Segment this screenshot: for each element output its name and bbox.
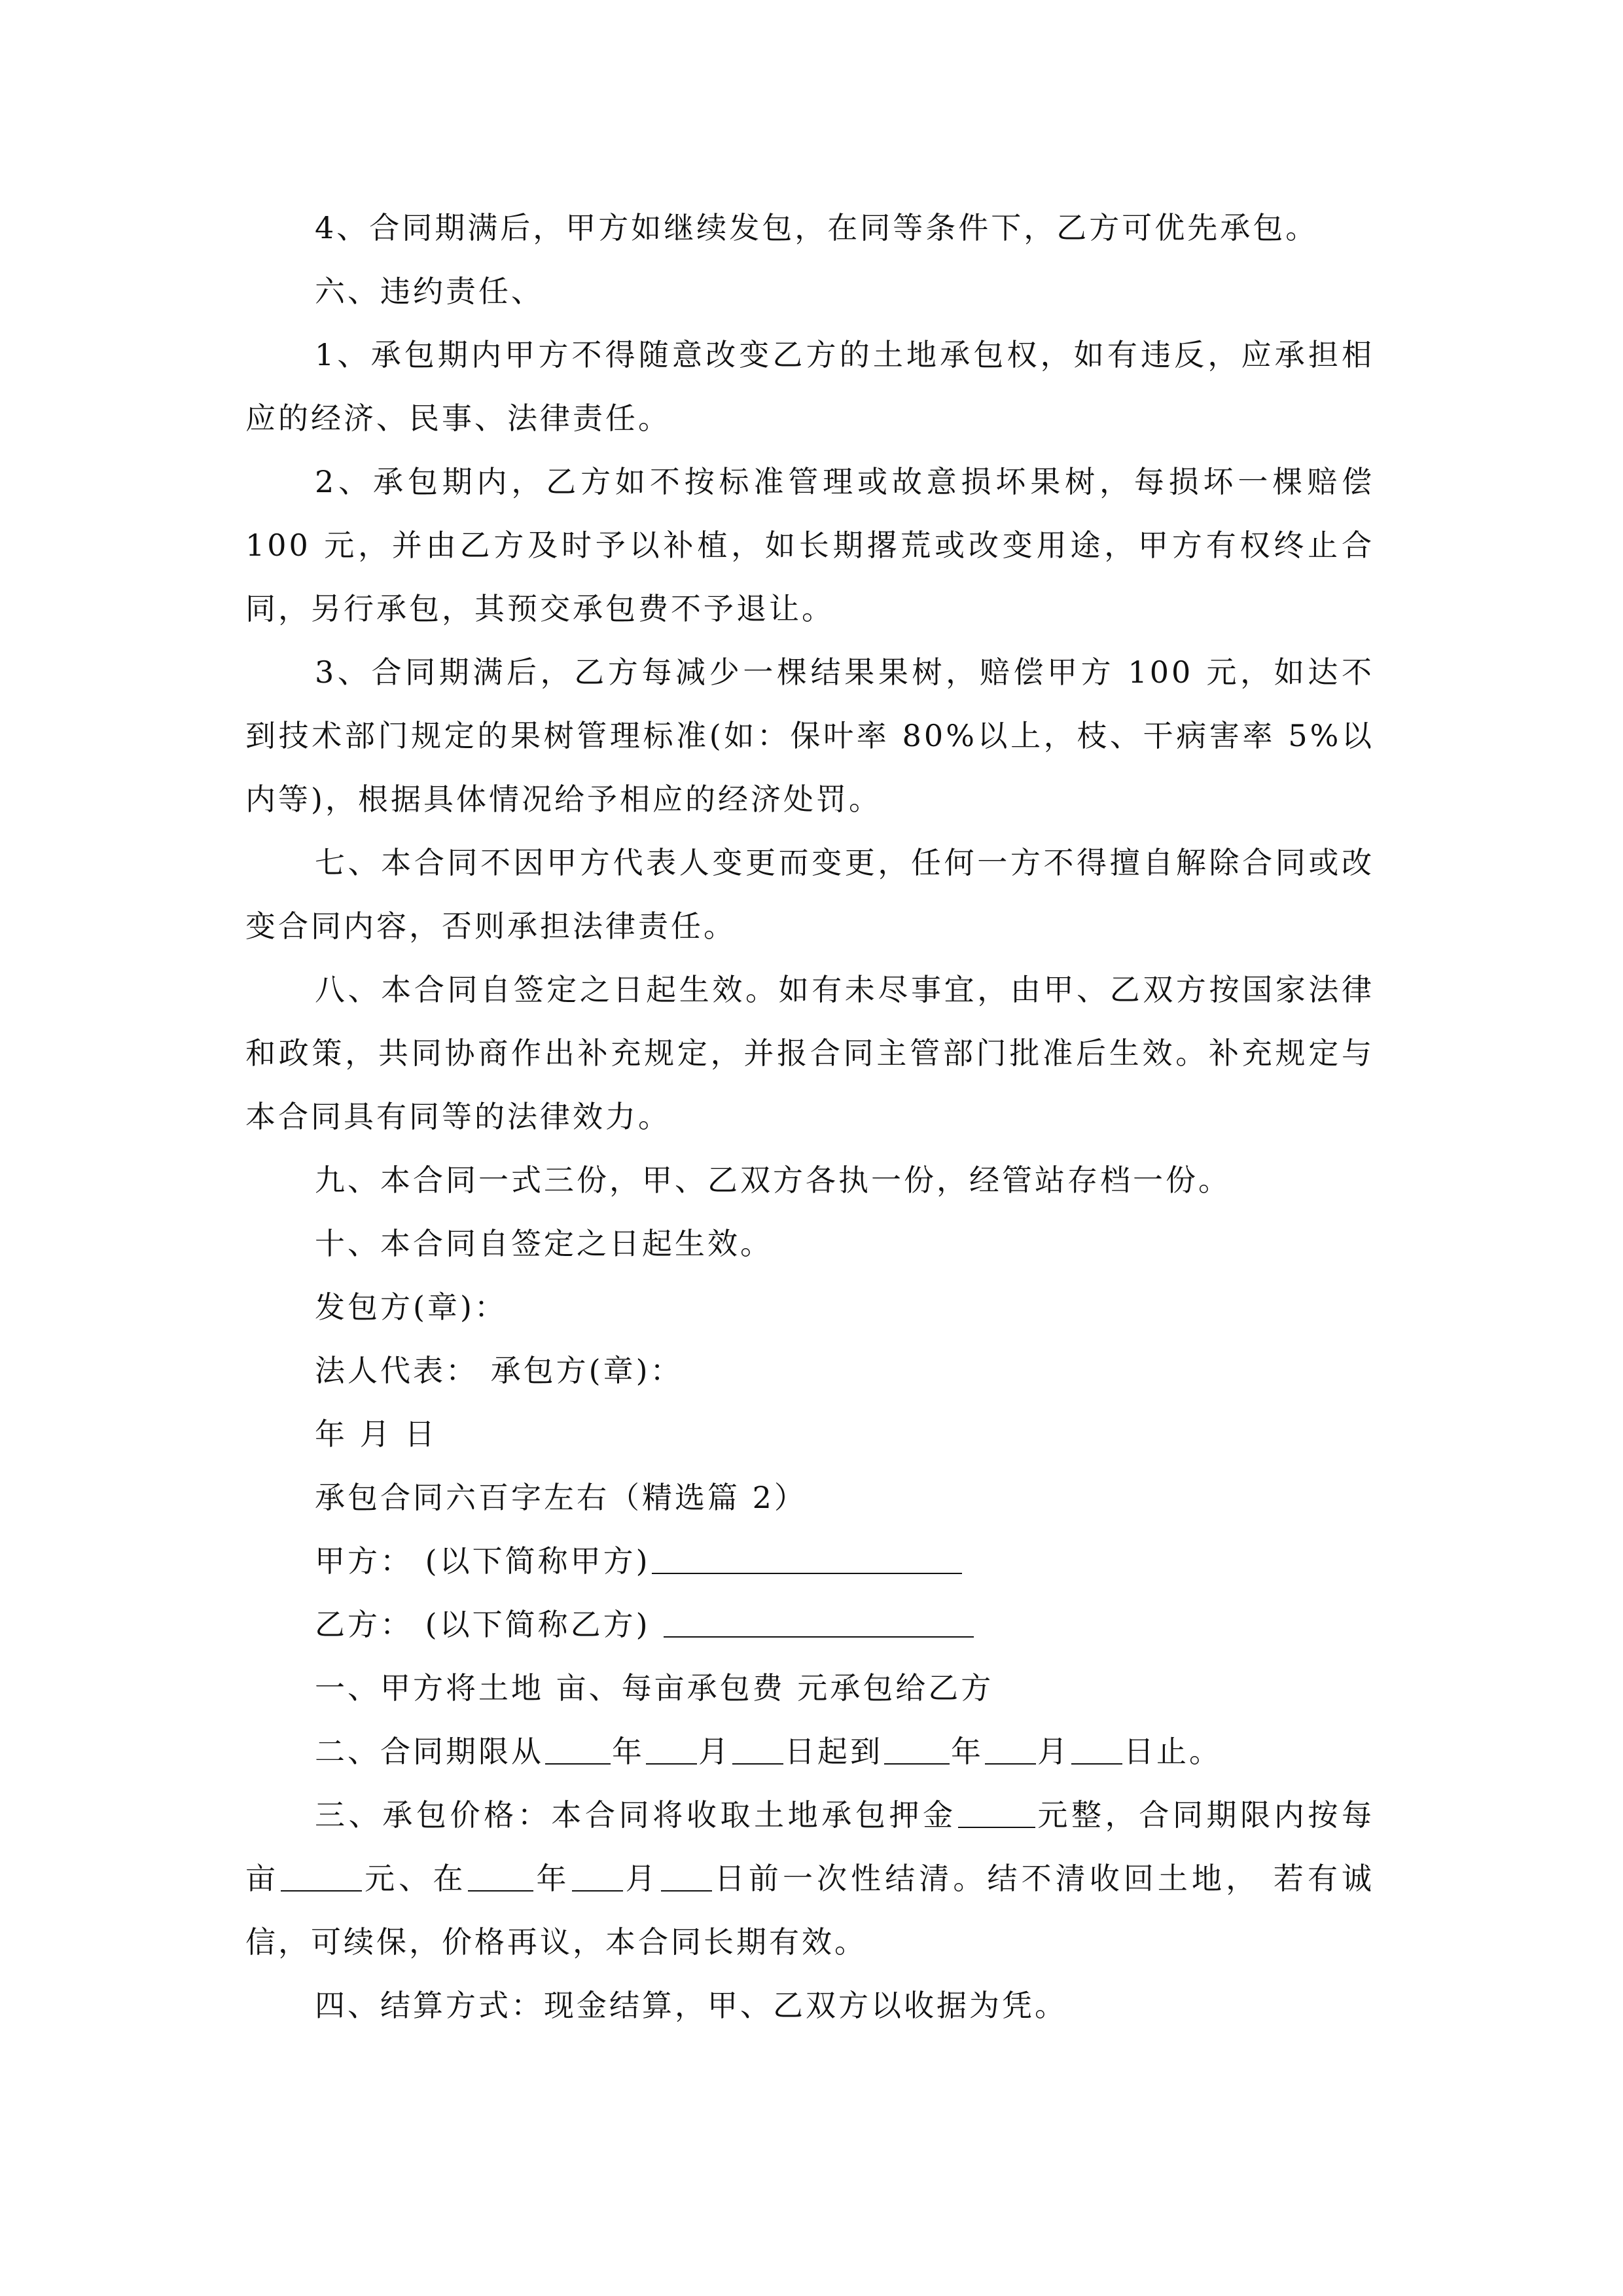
clause-2-term <box>245 1720 1374 1784</box>
month-label: 月 <box>698 1734 731 1769</box>
section-7: 七、本合同不因甲方代表人变更而变更，任何一方不得擅自解除合同或改变合同内容，否则承担法律责任。 <box>245 845 1374 944</box>
party-a-label: 甲方： (以下简称甲方) <box>315 1543 651 1579</box>
clause-4-priority-renewal: 4、合同期满后，甲方如继续发包，在同等条件下，乙方可优先承包。 <box>315 210 1319 245</box>
end-year-blank <box>884 1733 950 1765</box>
party-a-blank <box>652 1543 962 1574</box>
year-label: 年 <box>951 1734 984 1769</box>
section-8: 八、本合同自签定之日起生效。如有未尽事宜，由甲、乙双方按国家法律和政策，共同协商作出补充规定，并报合同主管部门批准后生效。补充规定与本合同具有同等的法律效力。 <box>245 972 1374 1134</box>
price-text-2: 元整，合同期限内按每亩 <box>245 1797 1375 1896</box>
to-label: 日起到 <box>785 1734 883 1769</box>
year-label: 年 <box>612 1734 645 1769</box>
start-month-blank <box>646 1733 697 1765</box>
liability-item-1: 1、承包期内甲方不得随意改变乙方的土地承包权，如有违反，应承担相应的经济、民事、法律责任。 <box>245 337 1374 436</box>
issuer-seal-line: 发包方(章)： <box>315 1289 507 1325</box>
party-b-blank <box>664 1606 974 1638</box>
end-month-blank <box>985 1733 1036 1765</box>
article-2-title: 承包合同六百字左右（精选篇 2） <box>315 1480 807 1515</box>
section-9: 九、本合同一式三份，甲、乙双方各执一份，经管站存档一份。 <box>315 1162 1231 1198</box>
term-text: 二、合同期限从 <box>315 1734 544 1769</box>
party-b-label: 乙方： (以下简称乙方) <box>315 1607 663 1642</box>
party-a-line <box>245 1530 1374 1593</box>
date-line: 年 月 日 <box>315 1416 438 1452</box>
section-10: 十、本合同自签定之日起生效。 <box>315 1226 773 1261</box>
start-day-blank <box>732 1733 783 1765</box>
per-mu-blank <box>281 1860 362 1892</box>
party-b-line <box>245 1593 1374 1657</box>
end-day-blank <box>1071 1733 1122 1765</box>
price-text: 三、承包价格：本合同将收取土地承包押金 <box>315 1797 957 1833</box>
legal-rep-line: 法人代表： 承包方(章)： <box>315 1353 683 1388</box>
price-text-3: 元、在 <box>363 1861 467 1896</box>
liability-item-2: 2、承包期内，乙方如不按标准管理或故意损坏果树，每损坏一棵赔偿 100 元，并由乙方及时予以补植，如长期撂荒或改变用途，甲方有权终止合同，另行承包，其预交承包费不予退让。 <box>245 464 1374 626</box>
contract-body <box>245 196 1374 2037</box>
year-label: 年 <box>535 1861 571 1896</box>
section-6-heading: 六、违约责任、 <box>315 274 544 309</box>
pay-month-blank <box>572 1860 623 1892</box>
month-label: 月 <box>624 1861 660 1896</box>
clause-3-price <box>245 1784 1374 1974</box>
deposit-blank <box>958 1797 1035 1828</box>
end-label: 日止。 <box>1124 1734 1222 1769</box>
liability-item-3: 3、合同期满后，乙方每减少一棵结果果树，赔偿甲方 100 元，如达不到技术部门规定的果树管理标准(如：保叶率 80%以上，枝、干病害率 5%以内等)，根据具体情况给予相应的经济处罚。 <box>245 655 1374 817</box>
clause-4-settlement: 四、结算方式：现金结算，甲、乙双方以收据为凭。 <box>315 1988 1067 2023</box>
month-label: 月 <box>1037 1734 1070 1769</box>
start-year-blank <box>545 1733 611 1765</box>
pay-year-blank <box>468 1860 533 1892</box>
pay-day-blank <box>661 1860 712 1892</box>
clause-1-land: 一、甲方将土地 亩、每亩承包费 元承包给乙方 <box>315 1670 994 1706</box>
price-text-4: 日前一次性结清。结不清收回土地， 若有诚信，可续保，价格再议，本合同长期有效。 <box>245 1861 1375 1960</box>
